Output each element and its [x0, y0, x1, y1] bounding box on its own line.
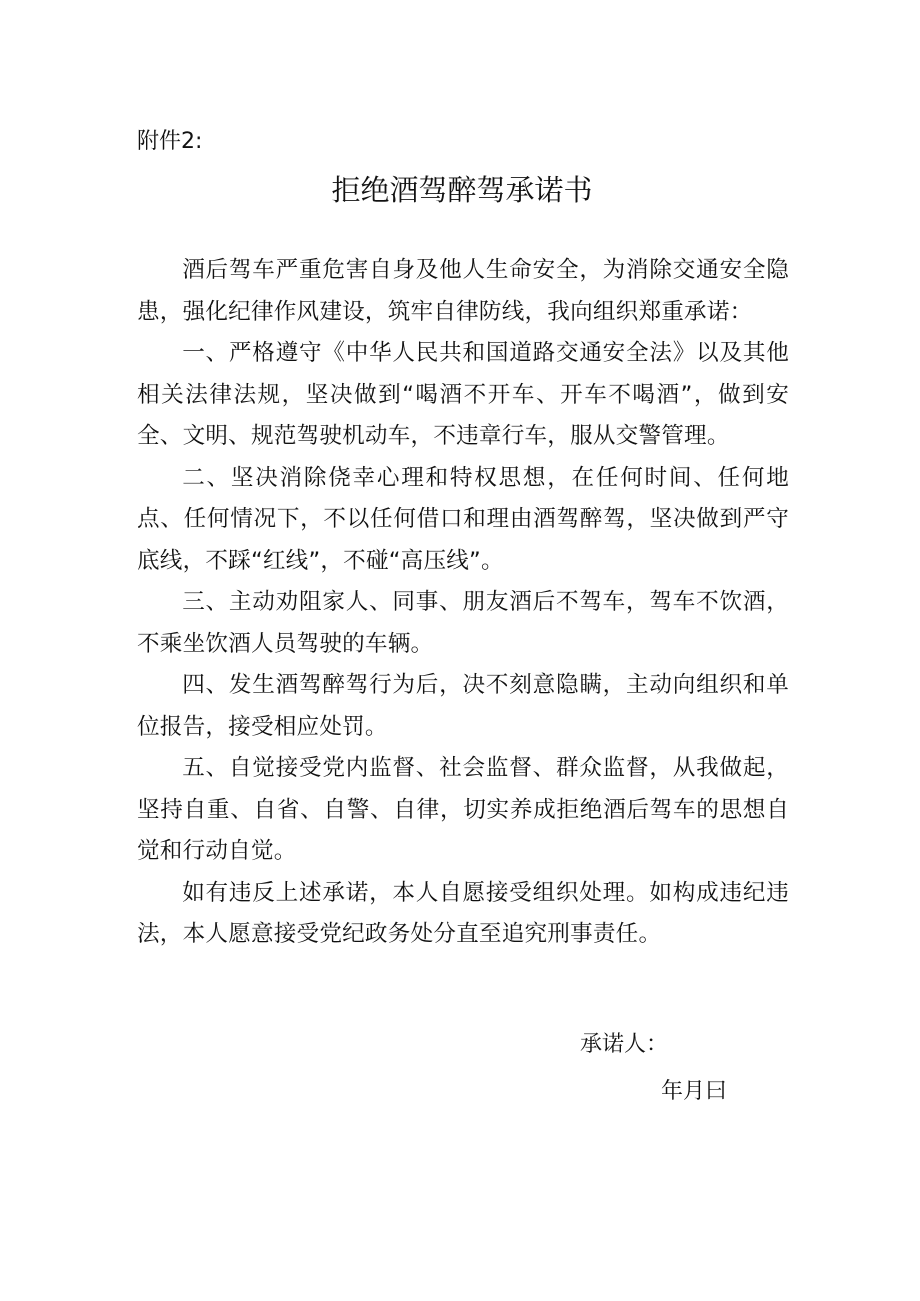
commitment-paragraph-2: 二、坚决消除侥幸心理和特权思想，在任何时间、任何地点、任何情况下，不以任何借口和理由酒驾醉驾，坚决做到严守底线，不踩“红线”，不碰“高压线”。 — [137, 464, 789, 574]
date-label: 年月曰 — [661, 1079, 728, 1104]
signer-label: 承诺人： — [580, 1032, 669, 1057]
commitment-paragraph-5: 五、自觉接受党内监督、社会监督、群众监督，从我做起，坚持自重、自省、自警、自律，切实养成拒绝酒后驾车的思想自觉和行动自觉。 — [137, 755, 789, 864]
commitment-paragraph-1: 一、严格遵守《中华人民共和国道路交通安全法》以及其他相关法律法规，坚决做到“喝酒不开车、开车不喝酒”，做到安全、文明、规范驾驶机动车，不违章行车，服从交警管理。 — [137, 340, 789, 449]
attachment-label: 附件2: — [137, 129, 203, 154]
closing-paragraph: 如有违反上述承诺，本人自愿接受组织处理。如构成违纪违法，本人愿意接受党纪政务处分直至追究刑事责任。 — [137, 879, 789, 947]
document-title: 拒绝酒驾醉驾承诺书 — [331, 173, 593, 207]
commitment-paragraph-4: 四、发生酒驾醉驾行为后，决不刻意隐瞒，主动向组织和单位报告，接受相应处罚。 — [137, 672, 789, 740]
document-body — [137, 250, 789, 956]
commitment-paragraph-3: 三、主动劝阻家人、同事、朋友酒后不驾车，驾车不饮酒，不乘坐饮酒人员驾驶的车辆。 — [137, 589, 789, 657]
intro-paragraph: 酒后驾车严重危害自身及他人生命安全，为消除交通安全隐患，强化纪律作风建设，筑牢自律防线，我向组织郑重承诺： — [137, 257, 789, 325]
